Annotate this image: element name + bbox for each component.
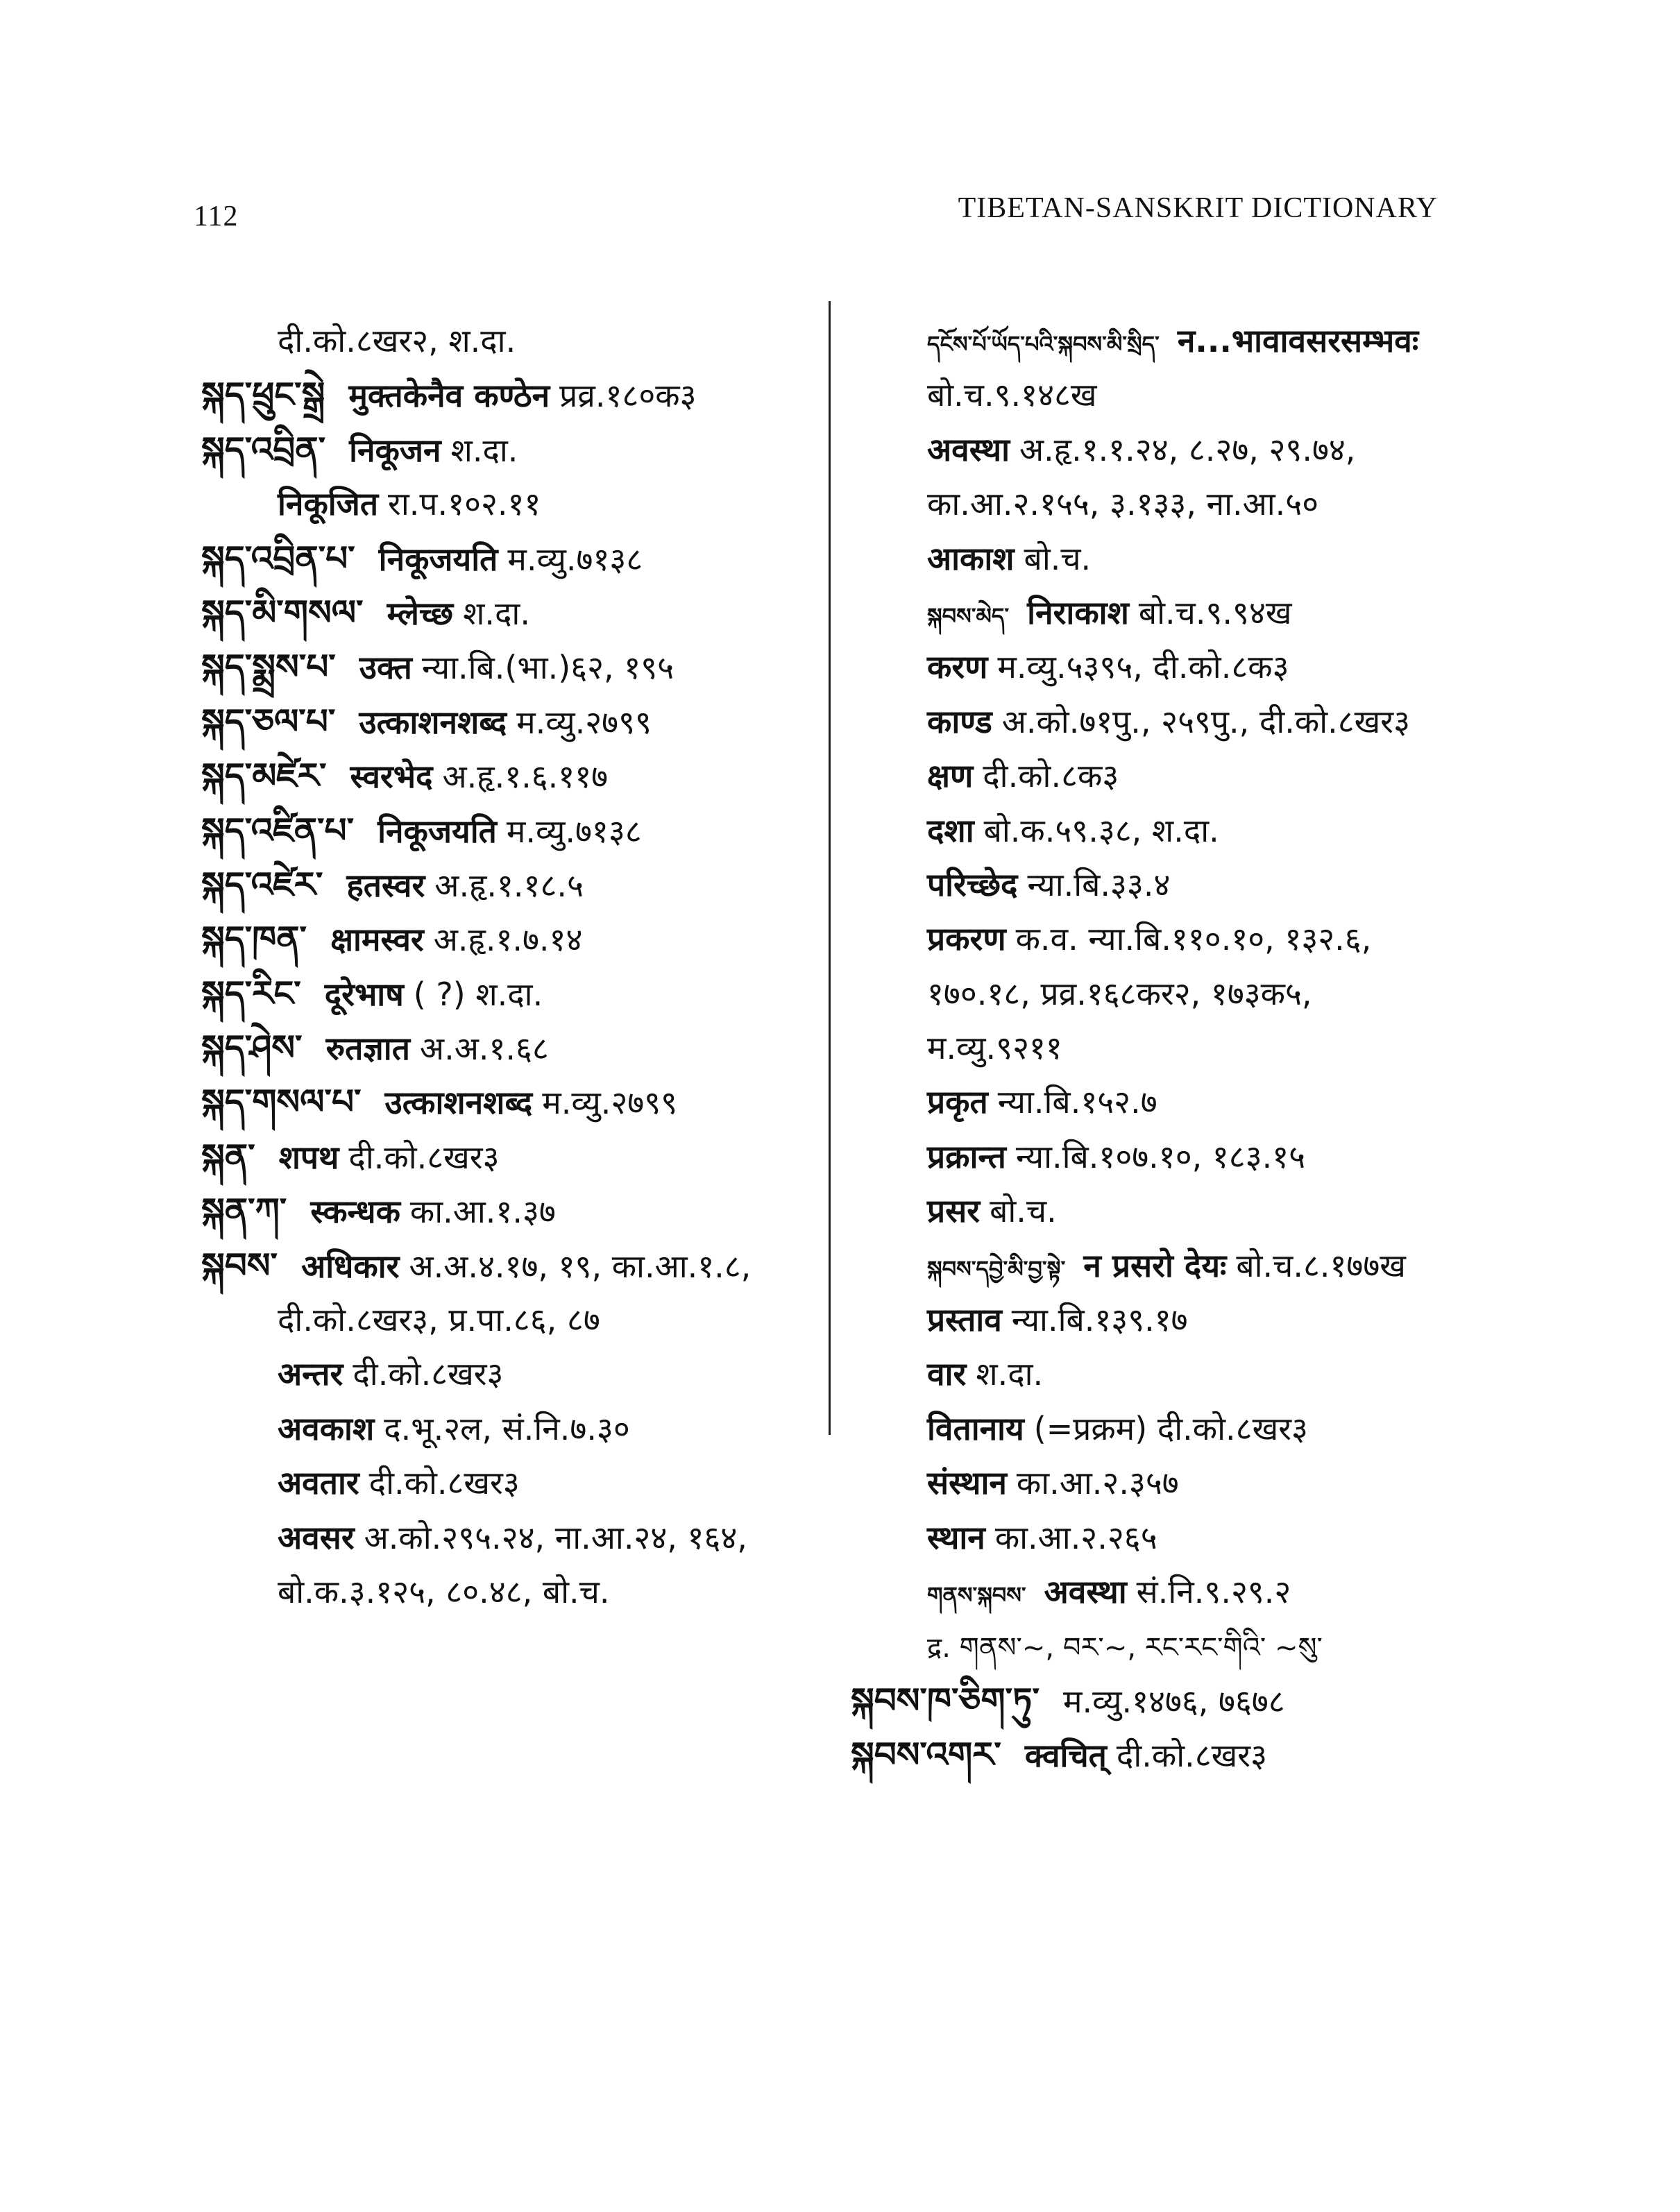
- sanskrit-equivalent: स्कन्धक: [310, 1193, 400, 1231]
- sanskrit-equivalent: निराकाश: [1027, 593, 1129, 631]
- sanskrit-equivalent: करण: [927, 648, 988, 686]
- tibetan-headword: སྐབས་འགར་: [851, 1734, 1001, 1776]
- dictionary-line: [851, 1130, 1475, 1184]
- source-reference: अ.को.२९५.२४, ना.आ.२४, १६४,: [364, 1518, 747, 1556]
- dictionary-line: [851, 640, 1475, 694]
- dictionary-line: [201, 531, 819, 586]
- sanskrit-equivalent: न प्रसरो देयः: [1083, 1246, 1227, 1284]
- tibetan-headword: སྐད་ཤེས་: [201, 1027, 303, 1069]
- source-reference: श.दा.: [976, 1355, 1044, 1393]
- sanskrit-equivalent: रुतज्ञात: [325, 1030, 410, 1068]
- source-reference: का.आ.२.१५५, ३.१३३, ना.आ.५०: [927, 485, 1319, 523]
- source-reference: अ.अ.१.६८: [419, 1030, 549, 1068]
- sanskrit-equivalent: संस्थान: [927, 1464, 1007, 1502]
- dictionary-line: [851, 531, 1475, 586]
- dictionary-line: [201, 586, 819, 640]
- dictionary-line: [201, 749, 819, 803]
- tibetan-headword: སྐབས་མེད་: [927, 602, 1010, 629]
- source-reference: बो.च.: [1024, 539, 1092, 577]
- sanskrit-equivalent: उक्त: [359, 649, 412, 687]
- dictionary-line: [851, 912, 1475, 966]
- source-reference: दी.को.८खर३: [348, 1138, 500, 1176]
- tibetan-headword: གནས་སྐབས་: [927, 1581, 1026, 1608]
- sanskrit-equivalent: अवस्था: [1044, 1572, 1127, 1610]
- sanskrit-equivalent: आकाश: [927, 539, 1015, 577]
- sanskrit-equivalent: वार: [927, 1355, 967, 1393]
- dictionary-line: [851, 423, 1475, 477]
- source-reference: न्या.बि.३३.४: [1027, 865, 1171, 903]
- dictionary-line: [851, 1075, 1475, 1129]
- dictionary-line: [201, 1456, 819, 1510]
- tibetan-headword: སྐད་ཁན་: [201, 918, 307, 960]
- dictionary-line: [851, 967, 1475, 1021]
- tibetan-headword: སྐད་འཛེར་: [201, 863, 323, 905]
- dictionary-line: [201, 1021, 819, 1075]
- sanskrit-equivalent: शपथ: [278, 1138, 339, 1176]
- source-reference: का.आ.२.३५७: [1016, 1464, 1179, 1502]
- dictionary-line: [201, 912, 819, 966]
- page-number: 112: [194, 201, 239, 232]
- sanskrit-equivalent: म्लेच्छ: [387, 594, 454, 632]
- tibetan-headword: དངོས་པོ་ཡོད་པའི་སྐབས་མི་སྲིད་: [927, 331, 1160, 357]
- dictionary-line: [201, 1239, 819, 1293]
- running-head: TIBETAN-SANSKRIT DICTIONARY: [958, 192, 1438, 224]
- source-reference: बो.च.: [990, 1192, 1057, 1230]
- tibetan-headword: སྐད་འབྲིན་: [201, 428, 326, 470]
- tibetan-headword: སྐད་མཛེར་: [201, 755, 327, 797]
- dictionary-line: [851, 1347, 1475, 1401]
- dictionary-line: [851, 858, 1475, 912]
- tibetan-headword: སྐད་རིང་: [201, 972, 301, 1014]
- source-reference: म.व्यु.९२११: [927, 1029, 1062, 1067]
- sanskrit-equivalent: स्थान: [927, 1518, 985, 1556]
- tibetan-headword: སྐབས་དབྱེ་མི་བྱ་སྟེ་: [927, 1255, 1066, 1282]
- tibetan-headword: སྐད་སྨྲས་པ་: [201, 646, 336, 688]
- source-reference: ( ?) श.दा.: [413, 975, 543, 1013]
- dictionary-line: [851, 1239, 1475, 1293]
- dictionary-line: [851, 1184, 1475, 1238]
- sanskrit-equivalent: प्रक्रान्त: [927, 1137, 1006, 1175]
- sanskrit-equivalent: निकूजन: [349, 431, 441, 469]
- tibetan-headword: སྐབས་: [201, 1244, 278, 1286]
- dictionary-line: [201, 1402, 819, 1456]
- tibetan-headword: སྐད་མི་གསལ་: [201, 591, 364, 633]
- dictionary-line: [201, 1347, 819, 1401]
- tibetan-headword: སྐད་གསལ་པ་: [201, 1081, 362, 1123]
- dictionary-line: [851, 314, 1475, 368]
- source-reference: अ.हृ.१.७.१४: [433, 921, 583, 959]
- dictionary-line: [201, 858, 819, 912]
- sanskrit-equivalent: निकूजयति: [378, 540, 498, 578]
- dictionary-line: [851, 749, 1475, 803]
- sanskrit-equivalent: प्रसर: [927, 1192, 981, 1230]
- sanskrit-equivalent: दूरेभाष: [324, 975, 404, 1013]
- dictionary-line: [201, 1184, 819, 1238]
- sanskrit-equivalent: अवतार: [278, 1464, 359, 1502]
- dictionary-line: [851, 1674, 1475, 1728]
- source-reference: दी.को.८खर३: [368, 1464, 520, 1502]
- source-reference: म.व्यु.१४७६, ७६७८: [1062, 1682, 1285, 1720]
- sanskrit-equivalent: प्रकृत: [927, 1083, 988, 1121]
- source-reference: बो.क.३.१२५, ८०.४८, बो.च.: [278, 1572, 610, 1610]
- source-reference: अ.हृ.१.१८.५: [434, 866, 584, 904]
- source-reference: म.व्यु.७१३८: [506, 812, 642, 850]
- dictionary-line: [201, 967, 819, 1021]
- source-reference: म.व्यु.२७९९: [516, 703, 652, 741]
- dictionary-line: [201, 477, 819, 531]
- sanskrit-equivalent: न...भावावसरसम्भवः: [1177, 322, 1419, 359]
- source-reference: बो.च.९.१४८ख: [927, 376, 1097, 414]
- source-reference: अ.हृ.१.६.११७: [442, 758, 609, 796]
- source-reference: म.व्यु.२७९९: [542, 1084, 678, 1122]
- source-reference: का.आ.२.२६५: [994, 1518, 1157, 1556]
- source-reference: बो.क.५९.३८, श.दा.: [983, 811, 1219, 849]
- source-reference: श.दा.: [450, 431, 518, 469]
- dictionary-line: [851, 1293, 1475, 1347]
- tibetan-headword: སྐད་ཅལ་པ་: [201, 700, 336, 742]
- source-reference: दी.को.८खर२, श.दा.: [278, 322, 516, 359]
- sanskrit-equivalent: मुक्तकेनैव कण्ठेन: [348, 377, 550, 415]
- source-reference: बो.च.९.९४ख: [1138, 593, 1292, 631]
- tibetan-headword: སྐབས་ཁ་ཅིག་ཏུ་: [851, 1679, 1040, 1721]
- source-reference: न्या.बि.१०७.१०, १८३.१५: [1015, 1137, 1306, 1175]
- sanskrit-equivalent: निकूजयति: [377, 812, 497, 850]
- sanskrit-equivalent: अवकाश: [278, 1409, 375, 1447]
- sanskrit-equivalent: क्षामस्वर: [330, 921, 424, 959]
- column-divider: [829, 301, 831, 1435]
- source-reference: दी.को.८खर३: [353, 1355, 504, 1393]
- source-reference: बो.च.८.१७७ख: [1236, 1246, 1406, 1284]
- dictionary-line: [851, 586, 1475, 640]
- sanskrit-equivalent: उत्काशनशब्द: [384, 1084, 533, 1122]
- left-column: [201, 314, 819, 1619]
- source-reference: सं.नि.९.२९.२: [1136, 1572, 1291, 1610]
- source-reference: न्या.बि.१३९.१७: [1011, 1301, 1188, 1339]
- source-reference: रा.प.१०२.११: [388, 485, 541, 523]
- tibetan-headword: སྐན་: [201, 1135, 255, 1177]
- source-reference: १७०.१८, प्रव्र.१६८कर२, १७३क५,: [927, 974, 1312, 1012]
- source-reference: म.व्यु.५३९५, दी.को.८क३: [997, 648, 1289, 686]
- tibetan-headword: སྐད་འབྲིན་པ་: [201, 537, 355, 579]
- tibetan-headword: སྐན་ཀ་: [201, 1190, 287, 1232]
- source-reference: का.आ.१.३७: [409, 1193, 556, 1231]
- dictionary-line: [851, 1619, 1475, 1673]
- source-reference: न्या.बि.१५२.७: [997, 1083, 1157, 1121]
- dictionary-line: [851, 1565, 1475, 1619]
- tibetan-headword: སྐད་འཛིན་པ་: [201, 809, 355, 851]
- sanskrit-equivalent: निकूजित: [278, 485, 379, 523]
- sanskrit-equivalent: क्षण: [927, 757, 974, 795]
- dictionary-line: [201, 368, 819, 422]
- sanskrit-equivalent: हतस्वर: [346, 866, 425, 904]
- dictionary-line: [851, 695, 1475, 749]
- source-reference: अ.को.७१पु., २५९पु., दी.को.८खर३: [1001, 702, 1411, 740]
- sanskrit-equivalent: उत्काशनशब्द: [359, 703, 507, 741]
- dictionary-line: [201, 803, 819, 858]
- source-reference: अ.हृ.१.१.२४, ८.२७, २९.७४,: [1019, 430, 1356, 468]
- dictionary-line: [201, 640, 819, 694]
- dictionary-line: [201, 1075, 819, 1129]
- dictionary-line: [201, 1565, 819, 1619]
- sanskrit-equivalent: दशा: [927, 811, 974, 849]
- source-reference: दी.को.८खर३, प्र.पा.८६, ८७: [278, 1301, 600, 1339]
- source-reference: न्या.बि.(भा.)६२, १९५: [421, 649, 674, 687]
- sanskrit-equivalent: स्वरभेद: [350, 758, 433, 796]
- dictionary-line: [851, 1728, 1475, 1782]
- dictionary-line: [201, 1130, 819, 1184]
- dictionary-line: [851, 1021, 1475, 1075]
- source-reference: श.दा.: [463, 594, 530, 632]
- dictionary-line: [201, 1511, 819, 1565]
- source-reference: प्रव्र.१८०क३: [559, 377, 697, 415]
- dictionary-line: [201, 423, 819, 477]
- dictionary-line: [851, 1456, 1475, 1510]
- sanskrit-equivalent: अवस्था: [927, 430, 1010, 468]
- source-reference: (=प्रक्रम) दी.को.८खर३: [1033, 1409, 1308, 1447]
- sanskrit-equivalent: अधिकार: [301, 1247, 400, 1285]
- source-reference: म.व्यु.७१३८: [507, 540, 643, 578]
- sanskrit-equivalent: अन्तर: [278, 1355, 343, 1393]
- sanskrit-equivalent: अवसर: [278, 1518, 355, 1556]
- dictionary-line: [201, 1293, 819, 1347]
- source-reference: द्र. གནས་~, བར་~, རང་རང་གིའི་ ~སུ་: [927, 1632, 1323, 1665]
- sanskrit-equivalent: क्वचित्: [1024, 1737, 1107, 1775]
- dictionary-line: [851, 368, 1475, 422]
- dictionary-line: [201, 314, 819, 368]
- sanskrit-equivalent: परिच्छेद: [927, 865, 1018, 903]
- dictionary-line: [851, 1402, 1475, 1456]
- tibetan-headword: སྐད་ཕྲུང་སྒྲེ: [201, 374, 325, 416]
- dictionary-line: [851, 803, 1475, 858]
- sanskrit-equivalent: वितानाय: [927, 1409, 1024, 1447]
- right-column: [851, 314, 1475, 1783]
- sanskrit-equivalent: प्रकरण: [927, 920, 1006, 958]
- source-reference: दी.को.८खर३: [1116, 1737, 1268, 1775]
- dictionary-line: [851, 1511, 1475, 1565]
- source-reference: अ.अ.४.१७, १९, का.आ.१.८,: [409, 1247, 752, 1285]
- source-reference: द.भू.२ल, सं.नि.७.३०: [384, 1409, 630, 1447]
- sanskrit-equivalent: प्रस्ताव: [927, 1301, 1002, 1339]
- source-reference: दी.को.८क३: [983, 757, 1119, 795]
- source-reference: क.व. न्या.बि.११०.१०, १३२.६,: [1015, 920, 1372, 958]
- dictionary-line: [201, 695, 819, 749]
- dictionary-line: [851, 477, 1475, 531]
- sanskrit-equivalent: काण्ड: [927, 702, 992, 740]
